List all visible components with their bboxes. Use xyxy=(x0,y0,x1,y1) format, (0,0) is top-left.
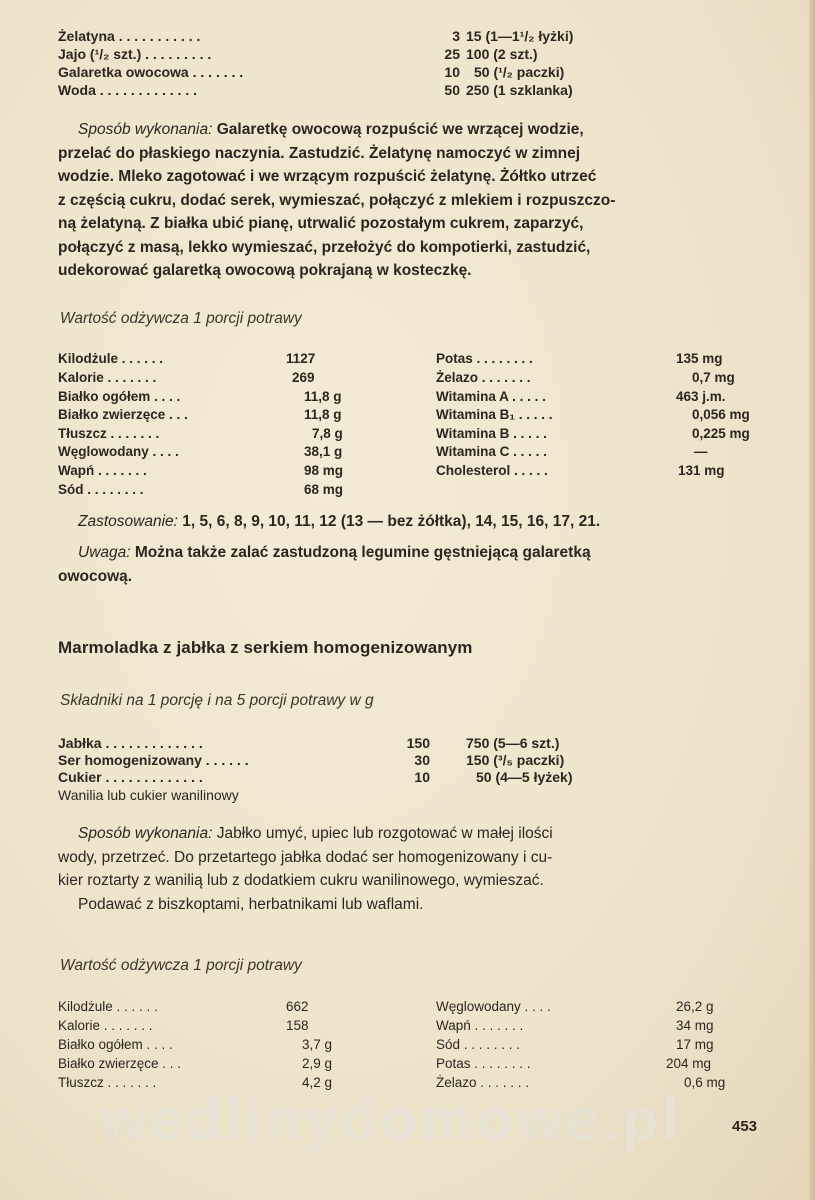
nutrient-label: Witamina A . . . . . xyxy=(436,389,546,404)
note-text: Można także zalać zastudzoną legumine gęstniejącą galaretką xyxy=(134,544,591,561)
method-line xyxy=(58,822,766,846)
nutrient-value: 3,7 g xyxy=(302,1037,333,1052)
ingredient-name: Wanilia lub cukier wanilinowy xyxy=(58,787,239,803)
method-line: kier roztarty z wanilią lub z dodatkiem cukru wanilinowego, wymieszać. xyxy=(58,872,544,889)
method-line: z częścią cukru, dodać serek, wymieszać, połączyć z mlekiem i rozpuszczo- xyxy=(58,191,616,209)
usage-label: Zastosowanie: xyxy=(78,513,178,530)
ingredient-name: Cukier . . . . . . . . . . . . . xyxy=(58,769,203,785)
serve-line: Podawać z biszkoptami, herbatnikami lub waflami. xyxy=(78,895,424,913)
nutrient-label: Białko ogółem . . . . xyxy=(58,1037,173,1052)
nutrient-value: 135 mg xyxy=(676,351,723,366)
nutrient-label: Białko zwierzęce . . . xyxy=(58,1056,182,1071)
usage-line xyxy=(78,513,600,531)
method-text: Galaretkę owocową rozpuścić we wrzącej wodzie, xyxy=(216,121,584,138)
nutrient-value: 2,9 g xyxy=(302,1056,333,1071)
note-line xyxy=(58,541,766,565)
nutrient-value: 68 mg xyxy=(304,482,344,497)
note-line: owocową. xyxy=(58,567,133,585)
ingredient-name: Galaretka owocowa . . . . . . . xyxy=(58,64,244,80)
nutrient-value: 0,6 mg xyxy=(684,1075,726,1090)
list-item xyxy=(58,787,618,804)
nutrient-label: Cholesterol . . . . . xyxy=(436,463,548,478)
ingredient-name: Ser homogenizowany . . . . . . xyxy=(58,752,249,768)
nutrient-value: 204 mg xyxy=(666,1056,712,1071)
page-edge xyxy=(809,0,815,1200)
ingredient-qty-1: 150 xyxy=(406,735,430,751)
nutrient-label: Kalorie . . . . . . . xyxy=(58,370,157,385)
list-item xyxy=(58,752,618,769)
nutrient-label: Potas . . . . . . . . xyxy=(436,351,533,366)
ingredient-qty-5: 15 (1—1¹/₂ łyżki) xyxy=(466,28,574,44)
nutrient-label: Potas . . . . . . . . xyxy=(436,1056,531,1071)
method-line xyxy=(58,118,766,142)
nutrient-value: 269 xyxy=(292,370,315,385)
nutrient-value: 17 mg xyxy=(676,1037,714,1052)
method-label: Sposób wykonania: xyxy=(78,121,213,138)
method-line: wody, przetrzeć. Do przetartego jabłka dodać ser homogenizowany i cu- xyxy=(58,848,553,866)
nutrient-label: Białko ogółem . . . . xyxy=(58,389,181,404)
nutrient-value: 0,225 mg xyxy=(692,426,750,441)
nutrient-value: 98 mg xyxy=(304,463,344,478)
nutrient-label: Kilodżule . . . . . . xyxy=(58,999,158,1014)
ingredient-qty-5: 250 (1 szklanka) xyxy=(466,82,573,98)
ingredient-name: Woda . . . . . . . . . . . . . xyxy=(58,82,197,98)
method-text: Jabłko umyć, upiec lub rozgotować w małej ilości xyxy=(216,825,553,842)
nutrient-label: Żelazo . . . . . . . xyxy=(436,370,531,385)
nutrient-label: Witamina B . . . . . xyxy=(436,426,547,441)
ingredient-qty-5: 750 (5—6 szt.) xyxy=(466,735,560,751)
nutrient-label: Sód . . . . . . . . xyxy=(436,1037,521,1052)
list-item xyxy=(58,64,618,81)
ingredient-qty-5: 50 (4—5 łyżek) xyxy=(476,769,573,785)
nutrient-value: 38,1 g xyxy=(304,444,343,459)
nutrient-value: 1127 xyxy=(286,351,316,366)
nutrient-value: 662 xyxy=(286,999,309,1014)
nutrient-value: 7,8 g xyxy=(312,426,343,441)
method-paragraph xyxy=(58,822,766,916)
nutrient-value: 0,056 mg xyxy=(692,407,750,422)
nutrient-label: Tłuszcz . . . . . . . xyxy=(58,426,160,441)
ingredient-qty-1: 25 xyxy=(444,46,460,62)
method-paragraph xyxy=(58,118,766,283)
note-paragraph xyxy=(58,541,766,588)
nutrient-label: Kalorie . . . . . . . xyxy=(58,1018,153,1033)
nutrient-label: Tłuszcz . . . . . . . xyxy=(58,1075,157,1090)
ingredient-qty-5: 100 (2 szt.) xyxy=(466,46,538,62)
method-line: ną żelatyną. Z białka ubić pianę, utrwalić pozostałym cukrem, zaparzyć, xyxy=(58,215,584,232)
ingredient-qty-5: 150 (³/₅ paczki) xyxy=(466,752,565,768)
nutrient-label: Wapń . . . . . . . xyxy=(436,1018,524,1033)
nutrient-value: 158 xyxy=(286,1018,309,1033)
nutrient-value: 463 j.m. xyxy=(676,389,726,404)
nutrient-value: 11,8 g xyxy=(304,407,342,422)
nutrient-value: 11,8 g xyxy=(304,389,342,404)
page-number: 453 xyxy=(732,1118,758,1135)
list-item xyxy=(58,82,618,99)
nutrient-label: Węglowodany . . . . xyxy=(58,444,179,459)
nutrient-value: 4,2 g xyxy=(302,1075,333,1090)
method-line: udekorować galaretką owocową pokrajaną w kosteczkę. xyxy=(58,262,472,279)
nutrient-label: Wapń . . . . . . . xyxy=(58,463,147,478)
note-label: Uwaga: xyxy=(78,544,131,561)
nutrient-label: Żelazo . . . . . . . xyxy=(436,1075,530,1090)
nutrition-heading: Wartość odżywcza 1 porcji potrawy xyxy=(60,957,302,974)
ingredient-name: Żelatyna . . . . . . . . . . . xyxy=(58,28,201,44)
ingredient-qty-1: 10 xyxy=(444,64,460,80)
nutrient-label: Witamina B₁ . . . . . xyxy=(436,407,553,422)
list-item xyxy=(58,735,618,752)
method-line: przelać do płaskiego naczynia. Zastudzić. Żelatynę namoczyć w zimnej xyxy=(58,144,580,162)
ingredient-name: Jajo (¹/₂ szt.) . . . . . . . . . xyxy=(58,46,212,62)
nutrient-label: Sód . . . . . . . . xyxy=(58,482,144,497)
list-item xyxy=(58,28,618,45)
nutrient-value: 34 mg xyxy=(676,1018,714,1033)
nutrient-value: 0,7 mg xyxy=(692,370,735,385)
nutrient-label: Węglowodany . . . . xyxy=(436,999,551,1014)
recipe-title: Marmoladka z jabłka z serkiem homogenizowanym xyxy=(58,638,473,657)
method-line: połączyć z masą, lekko wymieszać, przełożyć do kompotierki, zastudzić, xyxy=(58,238,591,256)
nutrition-heading: Wartość odżywcza 1 porcji potrawy xyxy=(60,310,302,327)
ingredient-qty-1: 3 xyxy=(452,28,460,44)
list-item xyxy=(58,46,618,63)
nutrient-label: Białko zwierzęce . . . xyxy=(58,407,188,422)
nutrient-value: — xyxy=(694,444,708,459)
nutrient-label: Witamina C . . . . . xyxy=(436,444,547,459)
method-line: wodzie. Mleko zagotować i we wrzącym rozpuścić żelatynę. Żółtko utrzeć xyxy=(58,168,597,185)
watermark: wedlinydomowe.pl xyxy=(100,1086,682,1153)
ingredients-heading: Składniki na 1 porcję i na 5 porcji potrawy w g xyxy=(60,692,374,709)
ingredient-qty-1: 50 xyxy=(444,82,460,98)
ingredient-qty-1: 10 xyxy=(414,769,430,785)
ingredient-name: Jabłka . . . . . . . . . . . . . xyxy=(58,735,203,751)
nutrient-label: Kilodżule . . . . . . xyxy=(58,351,164,366)
nutrient-value: 131 mg xyxy=(678,463,725,478)
ingredient-qty-1: 30 xyxy=(414,752,430,768)
list-item xyxy=(58,769,618,786)
method-label: Sposób wykonania: xyxy=(78,825,213,842)
ingredient-qty-5: 50 (¹/₂ paczki) xyxy=(474,64,565,80)
usage-text: 1, 5, 6, 8, 9, 10, 11, 12 (13 — bez żółtka), 14, 15, 16, 17, 21. xyxy=(182,513,601,530)
nutrient-value: 26,2 g xyxy=(676,999,714,1014)
